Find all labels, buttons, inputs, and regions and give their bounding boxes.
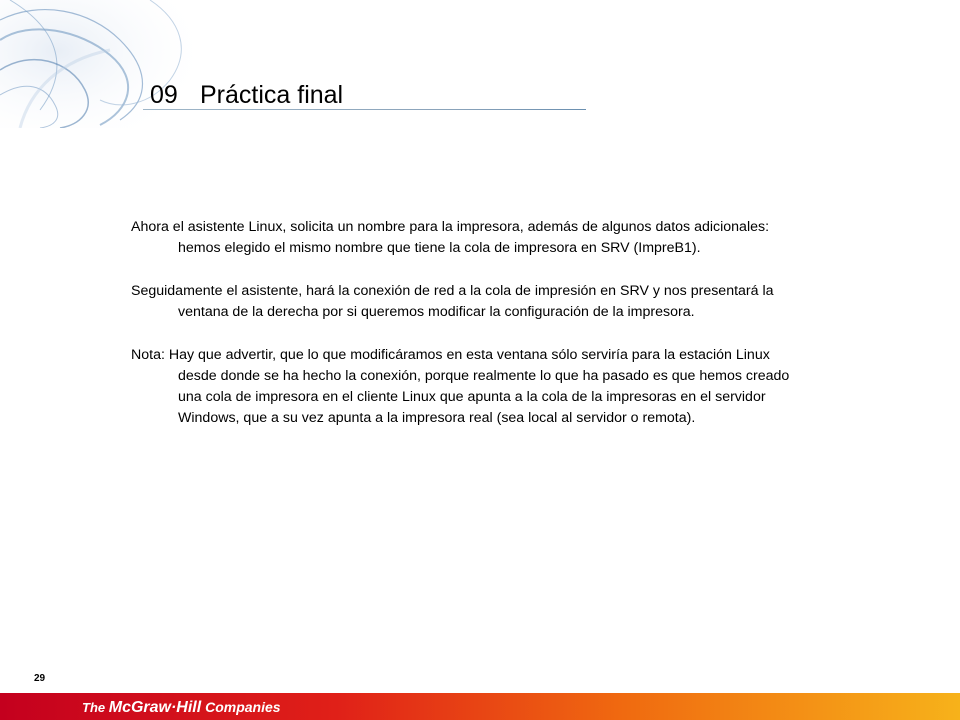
paragraph-3 [131, 345, 871, 429]
paragraph-line: Seguidamente el asistente, hará la conexión de red a la cola de impresión en SRV y nos presentará la [131, 283, 774, 299]
paragraph-2 [131, 281, 871, 323]
paragraph-line: hemos elegido el mismo nombre que tiene la cola de impresora en SRV (ImpreB1). [178, 240, 701, 256]
logo-brand: McGraw·Hill [108, 699, 202, 716]
slide-title [150, 80, 343, 110]
paragraph-line: Ahora el asistente Linux, solicita un nombre para la impresora, además de algunos datos adicionales: [131, 219, 770, 235]
paragraph-line: Windows, que a su vez apunta a la impresora real (sea local al servidor o remota). [178, 410, 696, 426]
publisher-logo [82, 696, 281, 719]
paragraph-1 [131, 217, 871, 259]
slide-content [131, 217, 871, 451]
paragraph-line: desde donde se ha hecho la conexión, porque realmente lo que ha pasado es que hemos creado [178, 368, 790, 384]
slide-header [150, 80, 343, 110]
paragraph-line: una cola de impresora en el cliente Linux que apunta a la cola de la impresoras en el servidor [178, 389, 766, 405]
title-underline [143, 109, 586, 110]
section-number: 09 [150, 81, 178, 109]
page-number: 29 [34, 673, 46, 684]
paragraph-line: ventana de la derecha por si queremos modificar la configuración de la impresora. [178, 304, 695, 320]
section-title: Práctica final [200, 81, 344, 109]
logo-suffix: Companies [201, 699, 281, 715]
paragraph-line: Nota: Hay que advertir, que lo que modificáramos en esta ventana sólo serviría para la estación Linux [131, 347, 770, 363]
footer-bar [0, 693, 960, 720]
logo-prefix: The [82, 700, 109, 715]
